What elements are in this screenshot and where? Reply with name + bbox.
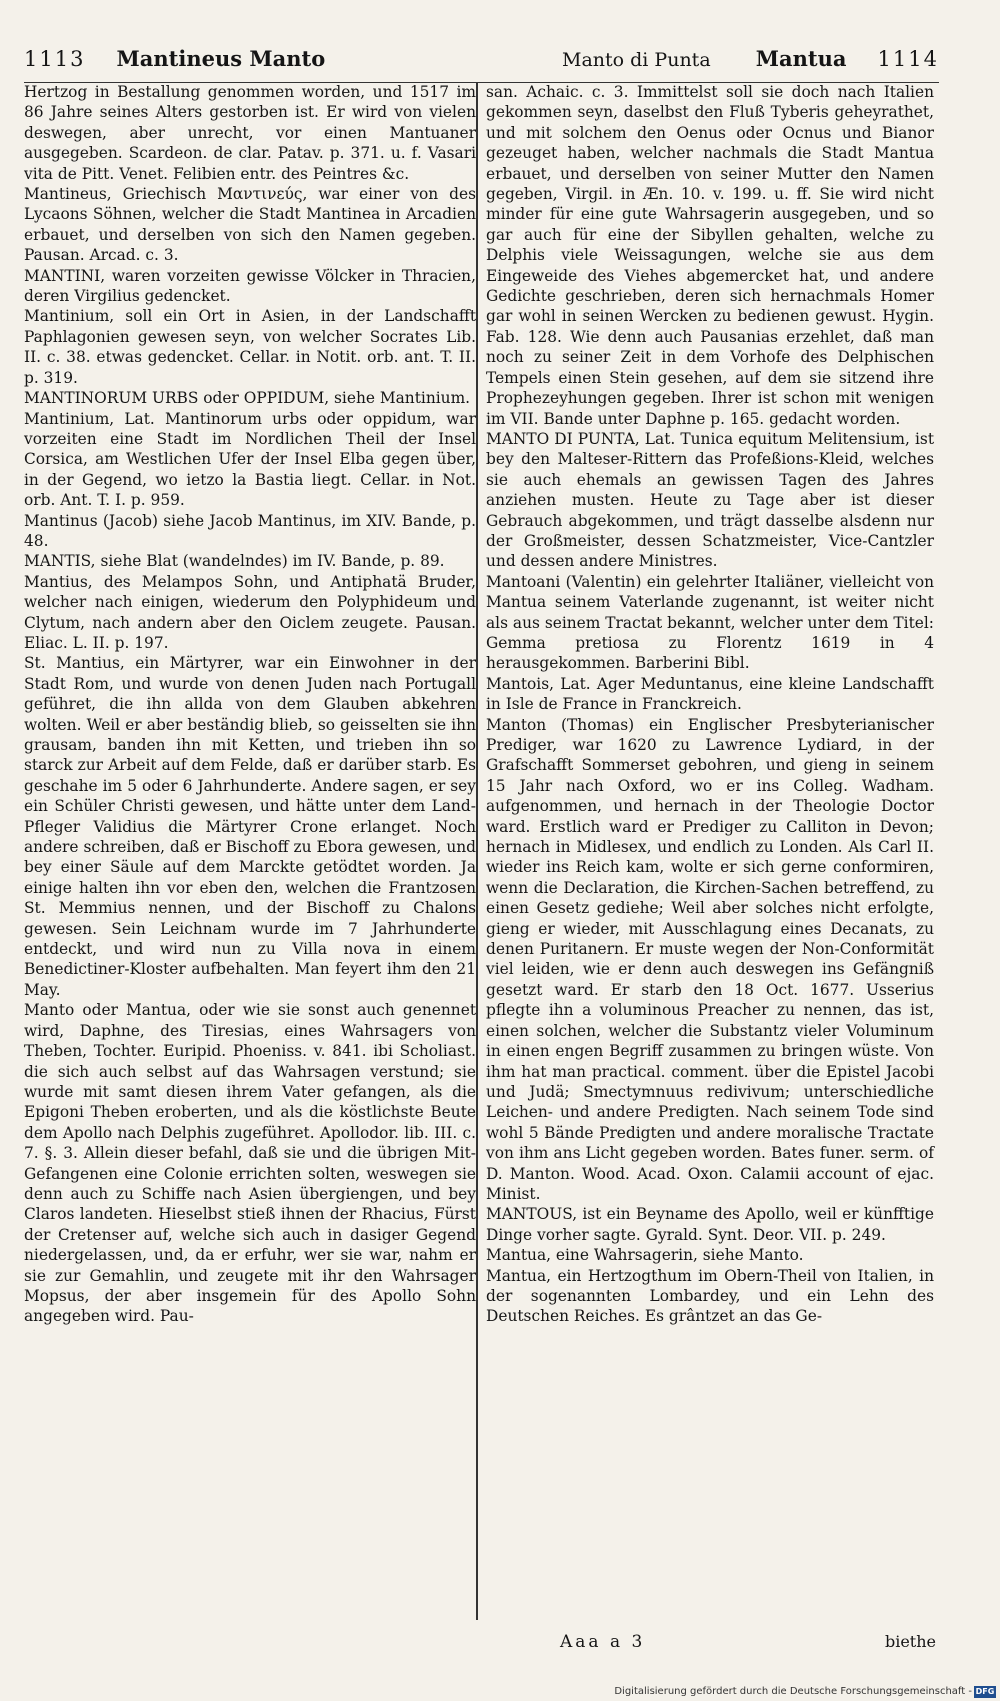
left-page-number: 1113 [24, 47, 86, 71]
entry-paragraph: MANTIS, siehe Blat (wandelndes) im IV. Bande, p. 89. [24, 552, 445, 571]
right-column [486, 82, 934, 1327]
dfg-logo-icon: DFG [975, 1687, 995, 1696]
entry-paragraph: Manto oder Mantua, oder wie sie sonst auch genennet wird, Daphne, des Tiresias, eines Wahrsagers von Theben, Tochter. Euripid. Phoeniss. v. 841. ibi Scholiast. die sich auch selbst auf das Wahrsagen verstund; sie wurde mit samt diesen ihrem Vater gefangen, als die Epigoni Theben eroberten, und als die köstlichste Beute dem Apollo nach Delphis zugeführet. Apollodor. lib. III. c. 7. §. 3. Allein dieser befahl, daß sie und die übrigen Mit-Gefangenen eine Colonie errichten solten, weswegen sie denn auch zu Schiffe nach Asien übergiengen, und bey Claros landeten. Hieselbst stieß ihnen der Rhacius, Fürst der Cretenser auf, welche sich auch in dasiger Gegend niedergelassen, und, da er erfuhr, wer sie war, nahm er sie zur Gemahlin, und zeugete mit ihr den Wahrsager Mopsus, der aber insgemein für des Apollo Sohn angegeben wird. Pau- [24, 1001, 476, 1326]
entry-paragraph: Mantinium, soll ein Ort in Asien, in der Landschafft Paphlagonien gewesen seyn, von welcher Socrates Lib. II. c. 38. etwas gedencket. Cellar. in Notit. orb. ant. T. II. p. 319. [24, 307, 476, 387]
entry-paragraph: san. Achaic. c. 3. Immittelst soll sie doch nach Italien gekommen seyn, daselbst den Fluß Tyberis geheyrathet, und mit solchem den Oenus oder Ocnus und Bianor gezeuget haben, welcher nachmals die Stadt Mantua erbauet, und derselben von seiner Mutter den Namen gegeben, Virgil. in Æn. 10. v. 199. u. ff. Sie wird nicht minder für eine gute Wahrsagerin ausgegeben, und so gar auch für eine der Sibyllen gehalten, welche zu Delphis viele Weissagungen, welche sie aus dem Eingeweide des Viehes abgemercket hat, und andere Gedichte geschrieben, deren sich hernachmals Homer gar wohl in seinen Wercken zu bedienen gewust. Hygin. Fab. 128. Wie denn auch Pausanias erzehlet, daß man noch zu seiner Zeit in dem Vorhofe des Delphischen Tempels einen Stein gesehen, auf dem sie sitzend ihre Prophezeyhungen gegeben. Ihrer ist schon mit wenigen im VII. Bande unter Daphne p. 165. gedacht worden. [486, 83, 934, 428]
right-page-number: 1114 [877, 47, 939, 71]
right-running-title: Mantua [755, 46, 847, 71]
entry-paragraph: Mantua, eine Wahrsagerin, siehe Manto. [486, 1246, 804, 1265]
column-divider [476, 82, 478, 1620]
header-right [562, 46, 939, 71]
digitization-footer [0, 1683, 1000, 1701]
left-column [24, 82, 476, 1327]
entry-paragraph: Mantinium, Lat. Mantinorum urbs oder oppidum, war vorzeiten eine Stadt im Nordlichen Theil der Insel Corsica, am Westlichen Ufer der Insel Elba gegen über, in der Gegend, wo ietzo la Bastia liegt. Cellar. in Not. orb. Ant. T. I. p. 959. [24, 409, 476, 510]
entry-paragraph: Mantinus (Jacob) siehe Jacob Mantinus, im XIV. Bande, p. 48. [24, 511, 476, 550]
entry-paragraph: Mantua, ein Hertzogthum im Obern-Theil von Italien, in der sogenannten Lombardey, und ein Lehn des Deutschen Reiches. Es grântzet an das Ge- [486, 1266, 934, 1326]
entry-paragraph: Mantois, Lat. Ager Meduntanus, eine kleine Landschafft in Isle de France in Franckreich. [486, 674, 934, 714]
entry-paragraph: MANTINI, waren vorzeiten gewisse Völcker in Thracien, deren Virgilius gedencket. [24, 266, 476, 306]
entry-paragraph: Hertzog in Bestallung genommen worden, und 1517 im 86 Jahre seines Alters gestorben ist. Er wird von vielen deswegen, aber unrecht, vor einen Mantuaner ausgegeben. Scardeon. de clar. Patav. p. 371. u. f. Vasari vita de Pitt. Venet. Felibien entr. des Peintres &c. [24, 83, 476, 183]
entry-paragraph: MANTO DI PUNTA, Lat. Tunica equitum Melitensium, ist bey den Malteser-Rittern das Profeßions-Kleid, welches sie auch ehemals an gewissen Tagen des Jahres anziehen musten. Heute zu Tage aber ist dieser Gebrauch abgekommen, und trägt dasselbe alsdenn nur der Großmeister, dessen Schatzmeister, Vice-Cantzler und dessen andere Ministres. [486, 429, 934, 571]
catchword: biethe [884, 1632, 936, 1651]
entry-paragraph: Mantoani (Valentin) ein gelehrter Italiäner, vielleicht von Mantua seinem Vaterlande zugenannt, ist weiter nicht als aus seinem Tractat bekannt, welcher unter dem Titel: Gemma pretiosa zu Florentz 1619 in 4 herausgekommen. Barberini Bibl. [486, 572, 934, 673]
entry-paragraph: Mantius, des Melampos Sohn, und Antiphatä Bruder, welcher nach einigen, wiederum den Polyphideum und Clytum, nach andern aber den Oiclem zeugete. Pausan. Eliac. L. II. p. 197. [24, 572, 476, 652]
right-running-subtitle: Manto di Punta [562, 49, 711, 71]
header-left [24, 46, 325, 71]
entry-paragraph: Mantineus, Griechisch Μαντινεύς, war einer von des Lycaons Söhnen, welcher die Stadt Mantinea in Arcadien erbauet, und derselben von sich den Namen gegeben. Pausan. Arcad. c. 3. [24, 185, 476, 265]
entry-paragraph: Manton (Thomas) ein Englischer Presbyterianischer Prediger, war 1620 zu Lawrence Lydiard, in der Grafschafft Sommerset gebohren, und gieng in seinem 15 Jahr nach Oxford, wo er ins Colleg. Wadham. aufgenommen, und hernach in der Theologie Doctor ward. Erstlich ward er Prediger zu Calliton in Devon; hernach in Midlesex, und endlich zu Londen. Als Carl II. wieder ins Reich kam, wolte er sich gerne conformiren, wenn die Declaration, die Kirchen-Sachen betreffend, zu einen Gesetz gediehe; Weil aber solches nicht erfolgte, gieng er wieder, mit Ausschlagung eines Decanats, zu denen Puritanern. Er muste wegen der Non-Conformität viel leiden, wie er denn auch deswegen ins Gefängniß gesetzt ward. Er starb den 18 Oct. 1677. Usserius pflegte ihn a voluminous Preacher zu nennen, das ist, einen solchen, welcher die Substantz vieler Voluminum in einen engen Begriff zusammen zu bringen wüste. Von ihm hat man practical. comment. über die Epistel Jacobi und Judä; Smectymnuus redivivum; unterschiedliche Leichen- und andere Predigten. Nach seinem Tode sind wohl 5 Bände Predigten und andere moralische Tractate von ihm ans Licht gegeben worden. Bates funer. serm. of D. Manton. Wood. Acad. Oxon. Calamii account of ejac. Minist. [486, 715, 934, 1203]
running-header [24, 42, 939, 83]
entry-paragraph: St. Mantius, ein Märtyrer, war ein Einwohner in der Stadt Rom, und wurde von denen Juden nach Portugall geführet, die ihn allda von dem Glauben abkehren wolten. Weil er aber beständig blieb, so geisselten sie ihn grausam, banden ihn mit Ketten, und trieben ihn so starck zur Arbeit auf dem Felde, daß er darüber starb. Es geschahe im 5 oder 6 Jahrhunderte. Andere sagen, er sey ein Schüler Christi gewesen, und hätte unter dem Land-Pfleger Validius die Märtyrer Crone erlanget. Noch andere schreiben, daß er Bischoff zu Ebora gewesen, und bey einer Säule auf dem Marckte getödtet worden. Ja einige halten ihn vor eben den, welchen die Frantzosen St. Memmius nennen, und der Bischoff zu Chalons gewesen. Sein Leichnam wurde im 7 Jahrhunderte entdeckt, und wird nun zu Villa nova in einem Benedictiner-Kloster aufbehalten. Man feyert ihm den 21 May. [24, 654, 476, 999]
left-running-title: Mantineus Manto [116, 46, 326, 71]
signature-mark: Aaa a 3 [560, 1632, 646, 1652]
funding-credit: Digitalisierung gefördert durch die Deutsche Forschungsgemeinschaft - [614, 1686, 972, 1697]
entry-paragraph: MANTINORUM URBS oder OPPIDUM, siehe Mantinium. [24, 389, 471, 408]
entry-paragraph: MANTOUS, ist ein Beyname des Apollo, weil er künfftige Dinge vorher sagte. Gyrald. Synt. Deor. VII. p. 249. [486, 1205, 934, 1244]
